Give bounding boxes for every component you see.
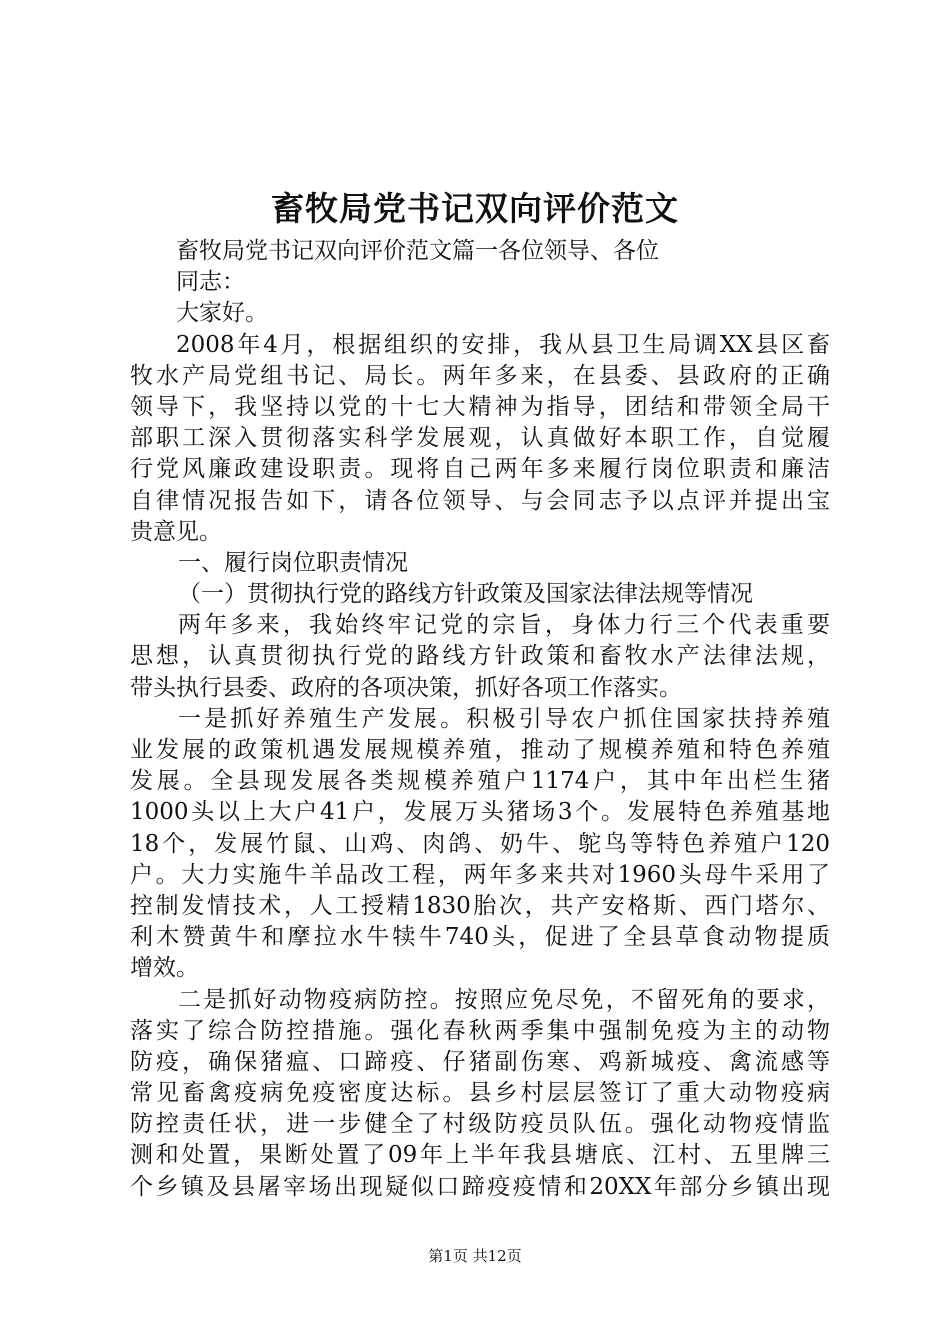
- body-line: 一是抓好养殖生产发展。积极引导农户抓住国家扶持养殖: [178, 705, 830, 732]
- body-line: 户。大力实施牛羊品改工程，两年多来共对1960头母牛采用了: [130, 861, 830, 888]
- body-line: 两年多来，我始终牢记党的宗旨，身体力行三个代表重要: [178, 612, 830, 639]
- body-line: 2008年4月，根据组织的安排，我从县卫生局调XX县区畜: [176, 331, 830, 358]
- subsection-heading: （一）贯彻执行党的路线方针政策及国家法律法规等情况: [178, 581, 753, 608]
- body-line: 发展。全县现发展各类规模养殖户1174户，其中年出栏生猪: [130, 768, 830, 795]
- document-title: 畜牧局党书记双向评价范文: [271, 189, 679, 228]
- body-line: 个乡镇及县屠宰场出现疑似口蹄疫疫情和20XX年部分乡镇出现: [130, 1173, 830, 1200]
- body-line: 利木赞黄牛和摩拉水牛犊牛740头，促进了全县草食动物提质: [130, 924, 830, 951]
- body-line: 业发展的政策机遇发展规模养殖，推动了规模养殖和特色养殖: [130, 737, 830, 763]
- body-line: 同志：: [176, 269, 245, 296]
- body-line: 控制发情技术，人工授精1830胎次，共产安格斯、西门塔尔、: [130, 892, 830, 919]
- body-line: 防控责任状，进一步健全了村级防疫员队伍。强化动物疫情监: [130, 1111, 830, 1138]
- body-line: 带头执行县委、政府的各项决策，抓好各项工作落实。: [130, 674, 682, 701]
- body-line: 领导下，我坚持以党的十七大精神为指导，团结和带领全局干: [130, 393, 830, 420]
- body-line: 二是抓好动物疫病防控。按照应免尽免，不留死角的要求，: [178, 986, 830, 1013]
- body-line: 测和处置，果断处置了09年上半年我县塘底、江村、五里牌三: [130, 1142, 830, 1169]
- body-line: 畜牧局党书记双向评价范文篇一各位领导、各位: [176, 238, 659, 264]
- body-line: 1000头以上大户41户，发展万头猪场3个。发展特色养殖基地: [130, 799, 830, 826]
- body-line: 落实了综合防控措施。强化春秋两季集中强制免疫为主的动物: [130, 1017, 830, 1044]
- page-footer: 第1页 共12页: [428, 1247, 522, 1265]
- body-line: 部职工深入贯彻落实科学发展观，认真做好本职工作，自觉履: [130, 425, 830, 452]
- body-line: 自律情况报告如下，请各位领导、与会同志予以点评并提出宝: [130, 487, 830, 514]
- body-line: 增效。: [130, 955, 199, 982]
- body-line: 常见畜禽疫病免疫密度达标。县乡村层层签订了重大动物疫病: [130, 1080, 830, 1107]
- section-heading: 一、履行岗位职责情况: [178, 549, 408, 576]
- body-line: 思想，认真贯彻执行党的路线方针政策和畜牧水产法律法规，: [130, 643, 830, 670]
- body-line: 贵意见。: [130, 518, 222, 545]
- body-line: 防疫，确保猪瘟、口蹄疫、仔猪副伤寒、鸡新城疫、禽流感等: [130, 1048, 830, 1075]
- document-body: [130, 236, 830, 1203]
- body-line: 18个，发展竹鼠、山鸡、肉鸽、奶牛、鸵鸟等特色养殖户120: [130, 830, 830, 857]
- body-line: 大家好。: [176, 300, 268, 327]
- body-line: 行党风廉政建设职责。现将自己两年多来履行岗位职责和廉洁: [130, 456, 830, 483]
- body-line: 牧水产局党组书记、局长。两年多来，在县委、县政府的正确: [130, 362, 830, 389]
